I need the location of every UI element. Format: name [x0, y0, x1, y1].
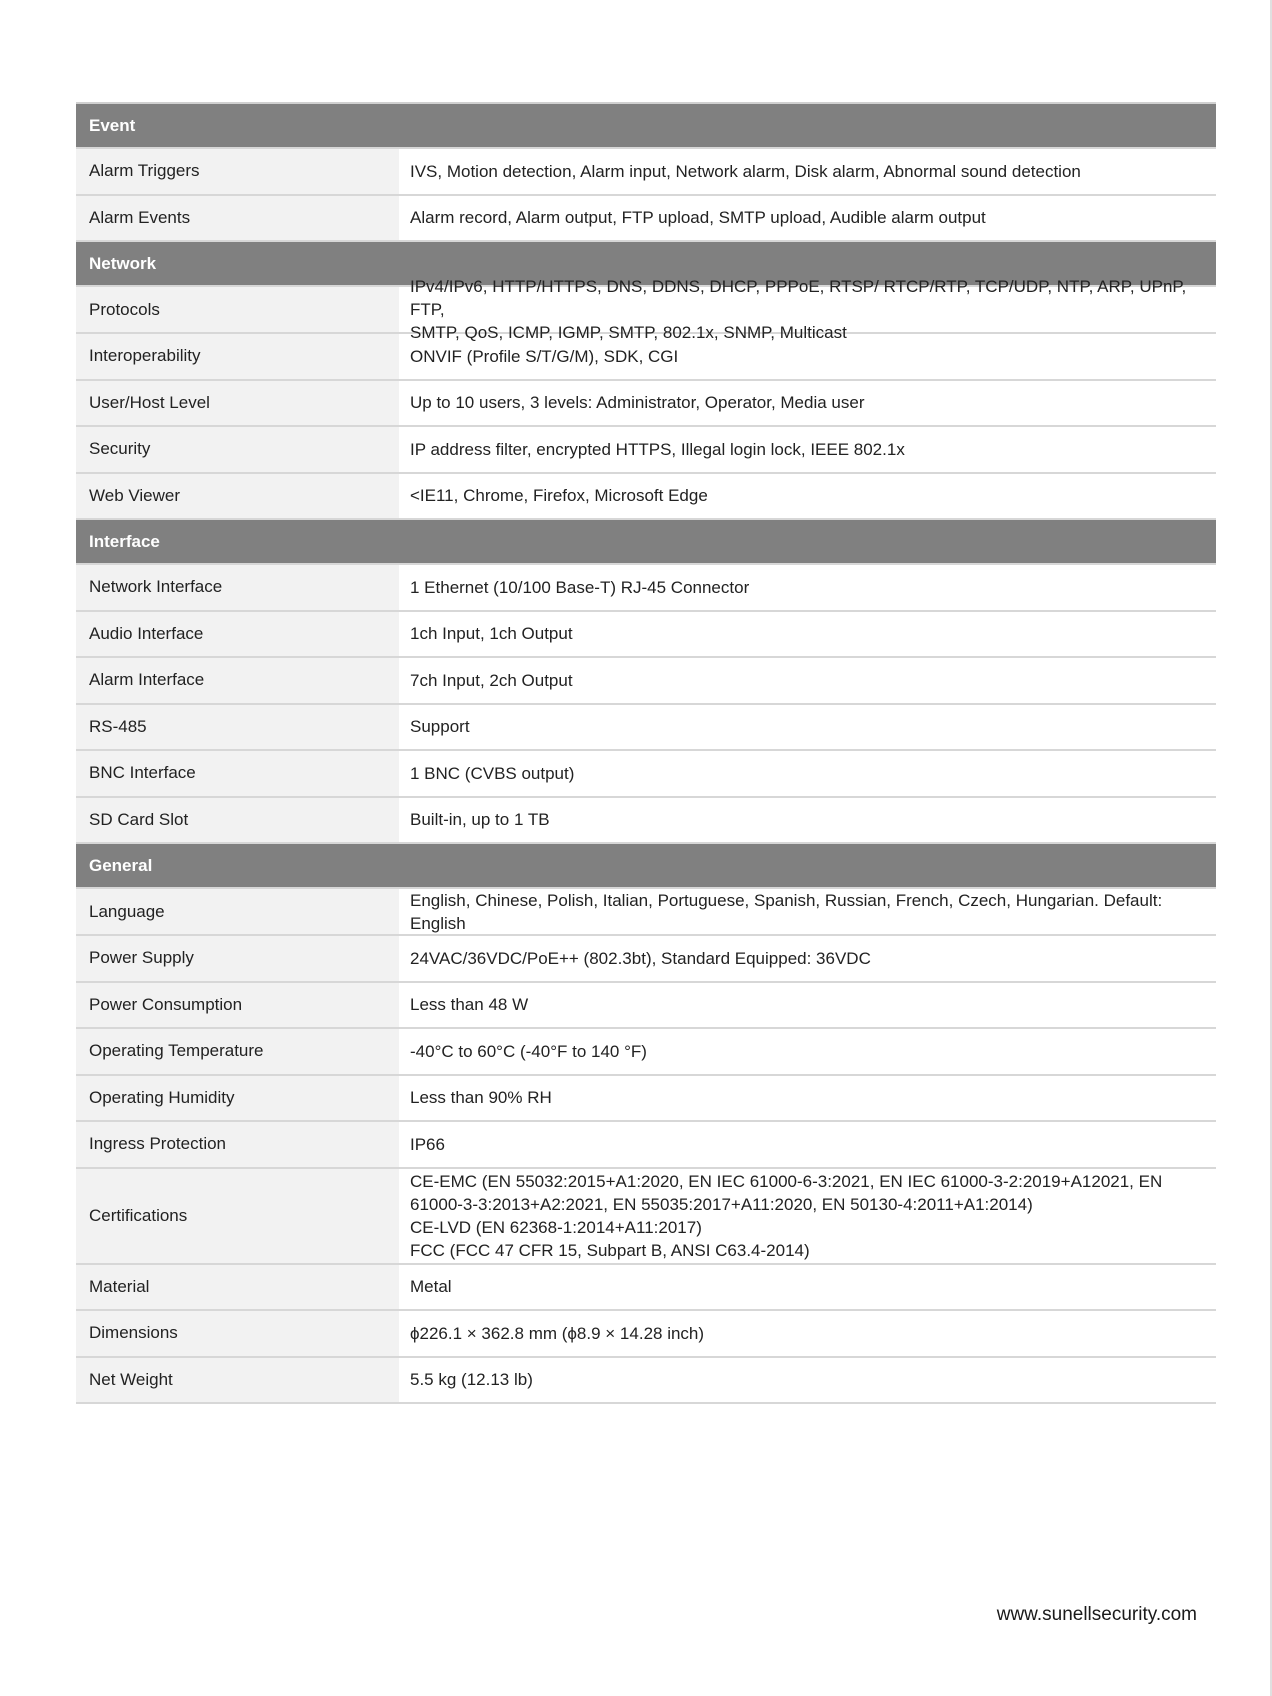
table-row: [76, 149, 1216, 196]
table-row: [76, 277, 1216, 342]
row-label: Alarm Interface: [76, 658, 399, 703]
row-label: Audio Interface: [76, 612, 399, 657]
table-row: [76, 751, 1216, 798]
row-value: 1 Ethernet (10/100 Base-T) RJ-45 Connector: [410, 577, 750, 597]
row-label: Protocols: [76, 287, 399, 332]
table-row: [76, 1122, 1216, 1169]
row-value: 5.5 kg (12.13 lb): [410, 1370, 533, 1390]
table-row: [76, 196, 1216, 243]
row-label: SD Card Slot: [76, 798, 399, 843]
table-row: [76, 1358, 1216, 1405]
row-value: ϕ226.1 × 362.8 mm (ϕ8.9 × 14.28 inch): [410, 1323, 705, 1343]
row-label: Operating Temperature: [76, 1029, 399, 1074]
row-value: Support: [410, 717, 470, 737]
row-value: CE-EMC (EN 55032:2015+A1:2020, EN IEC 61000-6-3:2021, EN IEC 61000-3-2:2019+A12021, EN 61000-3-3:2013+A2:2021, EN 55035:2017+A11:2020, EN 50130-4:2011+A1:2014) CE-LVD (EN 62368-1:2014+A11:2017) FCC (FCC 47 CFR 15, Subpart B, ANSI C63.4-2014): [410, 1171, 1163, 1260]
row-label: Alarm Events: [76, 196, 399, 241]
row-value: Less than 90% RH: [410, 1088, 552, 1108]
table-row: [76, 658, 1216, 705]
row-value: 7ch Input, 2ch Output: [410, 670, 573, 690]
row-value: ONVIF (Profile S/T/G/M), SDK, CGI: [410, 346, 679, 366]
row-value: Less than 48 W: [410, 995, 529, 1015]
row-label: RS-485: [76, 705, 399, 750]
row-label: Interoperability: [76, 334, 399, 379]
table-row: [76, 1265, 1216, 1312]
row-label: Network Interface: [76, 565, 399, 610]
row-label: Ingress Protection: [76, 1122, 399, 1167]
row-value: Up to 10 users, 3 levels: Administrator, Operator, Media user: [410, 393, 865, 413]
row-label: Certifications: [76, 1169, 399, 1263]
table-row: [76, 474, 1216, 521]
row-label: Web Viewer: [76, 474, 399, 519]
table-row: [76, 381, 1216, 428]
row-label: Dimensions: [76, 1311, 399, 1356]
row-label: Power Supply: [76, 936, 399, 981]
row-label: Operating Humidity: [76, 1076, 399, 1121]
table-row: [76, 427, 1216, 474]
row-label: User/Host Level: [76, 381, 399, 426]
table-row: [76, 798, 1216, 845]
row-label: Language: [76, 889, 399, 934]
row-value: <IE11, Chrome, Firefox, Microsoft Edge: [410, 486, 708, 506]
table-row: [76, 936, 1216, 983]
footer-website-url[interactable]: www.sunellsecurity.com: [996, 1604, 1197, 1625]
table-row: [76, 565, 1216, 612]
table-row: [76, 612, 1216, 659]
row-value: -40°C to 60°C (-40°F to 140 °F): [410, 1041, 647, 1061]
section-header-interface: Interface: [76, 520, 1216, 565]
row-label: BNC Interface: [76, 751, 399, 796]
row-value: Metal: [410, 1277, 452, 1297]
row-value: IP address filter, encrypted HTTPS, Illegal login lock, IEEE 802.1x: [410, 439, 905, 459]
row-value: 1ch Input, 1ch Output: [410, 624, 573, 644]
row-value: English, Chinese, Polish, Italian, Portuguese, Spanish, Russian, French, Czech, Hungarian. Default: English: [410, 890, 1163, 933]
row-value: Built-in, up to 1 TB: [410, 810, 550, 830]
row-label: Material: [76, 1265, 399, 1310]
row-value: 24VAC/36VDC/PoE++ (802.3bt), Standard Equipped: 36VDC: [410, 948, 871, 968]
row-value: IPv4/IPv6, HTTP/HTTPS, DNS, DDNS, DHCP, PPPoE, RTSP/ RTCP/RTP, TCP/UDP, NTP, ARP, UPnP, FTP, SMTP, QoS, ICMP, IGMP, SMTP, 802.1x, SNMP, Multicast: [410, 277, 1187, 342]
section-header-network: Network: [76, 242, 1216, 287]
row-label: Net Weight: [76, 1358, 399, 1403]
spec-table: [76, 102, 1216, 1404]
table-row: [76, 334, 1216, 381]
row-value: 1 BNC (CVBS output): [410, 763, 575, 783]
table-row: [76, 1029, 1216, 1076]
table-row: [76, 983, 1216, 1030]
row-label: Security: [76, 427, 399, 472]
row-value: IVS, Motion detection, Alarm input, Network alarm, Disk alarm, Abnormal sound detection: [410, 161, 1081, 181]
row-value: Alarm record, Alarm output, FTP upload, SMTP upload, Audible alarm output: [410, 208, 986, 228]
table-row: [76, 889, 1216, 936]
row-label: Alarm Triggers: [76, 149, 399, 194]
section-header-event: Event: [76, 104, 1216, 149]
row-label: Power Consumption: [76, 983, 399, 1028]
table-row: [76, 1076, 1216, 1123]
table-row: [76, 705, 1216, 752]
table-row: [76, 1311, 1216, 1358]
section-header-general: General: [76, 844, 1216, 889]
row-value: IP66: [410, 1134, 445, 1154]
table-row: [76, 1169, 1216, 1265]
